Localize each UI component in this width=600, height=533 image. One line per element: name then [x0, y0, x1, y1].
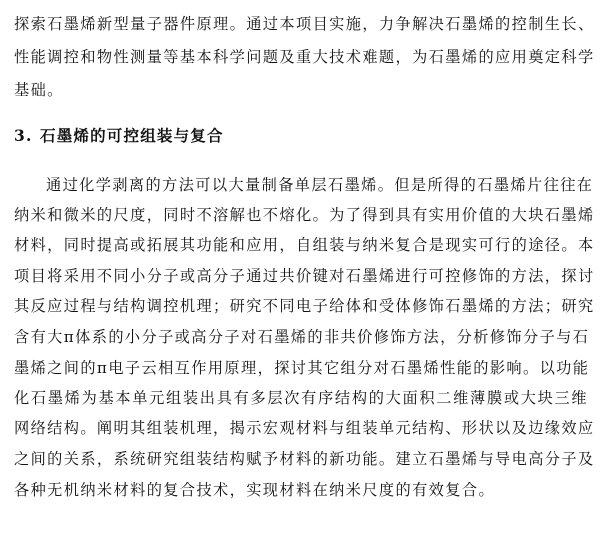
body-line-6: 含有大π体系的小分子或高分子对石墨烯的非共价修饰方法，分析修饰分子与石: [14, 328, 590, 346]
body-line-4: 项目将采用不同小分子或高分子通过共价键对石墨烯进行可控修饰的方法，探讨: [14, 267, 595, 285]
intro-line-2: 性能调控和物性测量等基本科学问题及重大技术难题，为石墨烯的应用奠定科学: [14, 48, 595, 66]
body-line-10: 之间的关系，系统研究组装结构赋予材料的新功能。建立石墨烯与导电高分子及: [14, 450, 595, 468]
body-line-11: 各种无机纳米材料的复合技术，实现材料在纳米尺度的有效复合。: [14, 481, 496, 499]
body-line-5: 其反应过程与结构调控机理；研究不同电子给体和受体修饰石墨烯的方法；研究: [14, 297, 595, 315]
body-line-1: 通过化学剥离的方法可以大量制备单层石墨烯。但是所得的石墨烯片往往在: [46, 176, 594, 194]
intro-line-3: 基础。: [14, 81, 64, 99]
section-number: 3.: [14, 126, 33, 145]
section-heading: [14, 125, 224, 147]
body-line-9: 网络结构。阐明其组装机理，揭示宏观材料与组装单元结构、形状以及边缘效应: [14, 419, 595, 437]
intro-line-1: 探索石墨烯新型量子器件原理。通过本项目实施，力争解决石墨烯的控制生长、: [14, 15, 595, 33]
body-line-2: 纳米和微米的尺度，同时不溶解也不熔化。为了得到具有实用价值的大块石墨烯: [14, 206, 595, 224]
body-line-8: 化石墨烯为基本单元组装出具有多层次有序结构的大面积二维薄膜或大块三维: [14, 389, 588, 407]
body-line-3: 材料，同时提高或拓展其功能和应用，自组装与纳米复合是现实可行的途径。本: [14, 236, 595, 254]
body-line-7: 墨烯之间的π电子云相互作用原理，探讨其它组分对石墨烯性能的影响。以功能: [14, 359, 590, 377]
section-title: 石墨烯的可控组装与复合: [40, 126, 224, 145]
